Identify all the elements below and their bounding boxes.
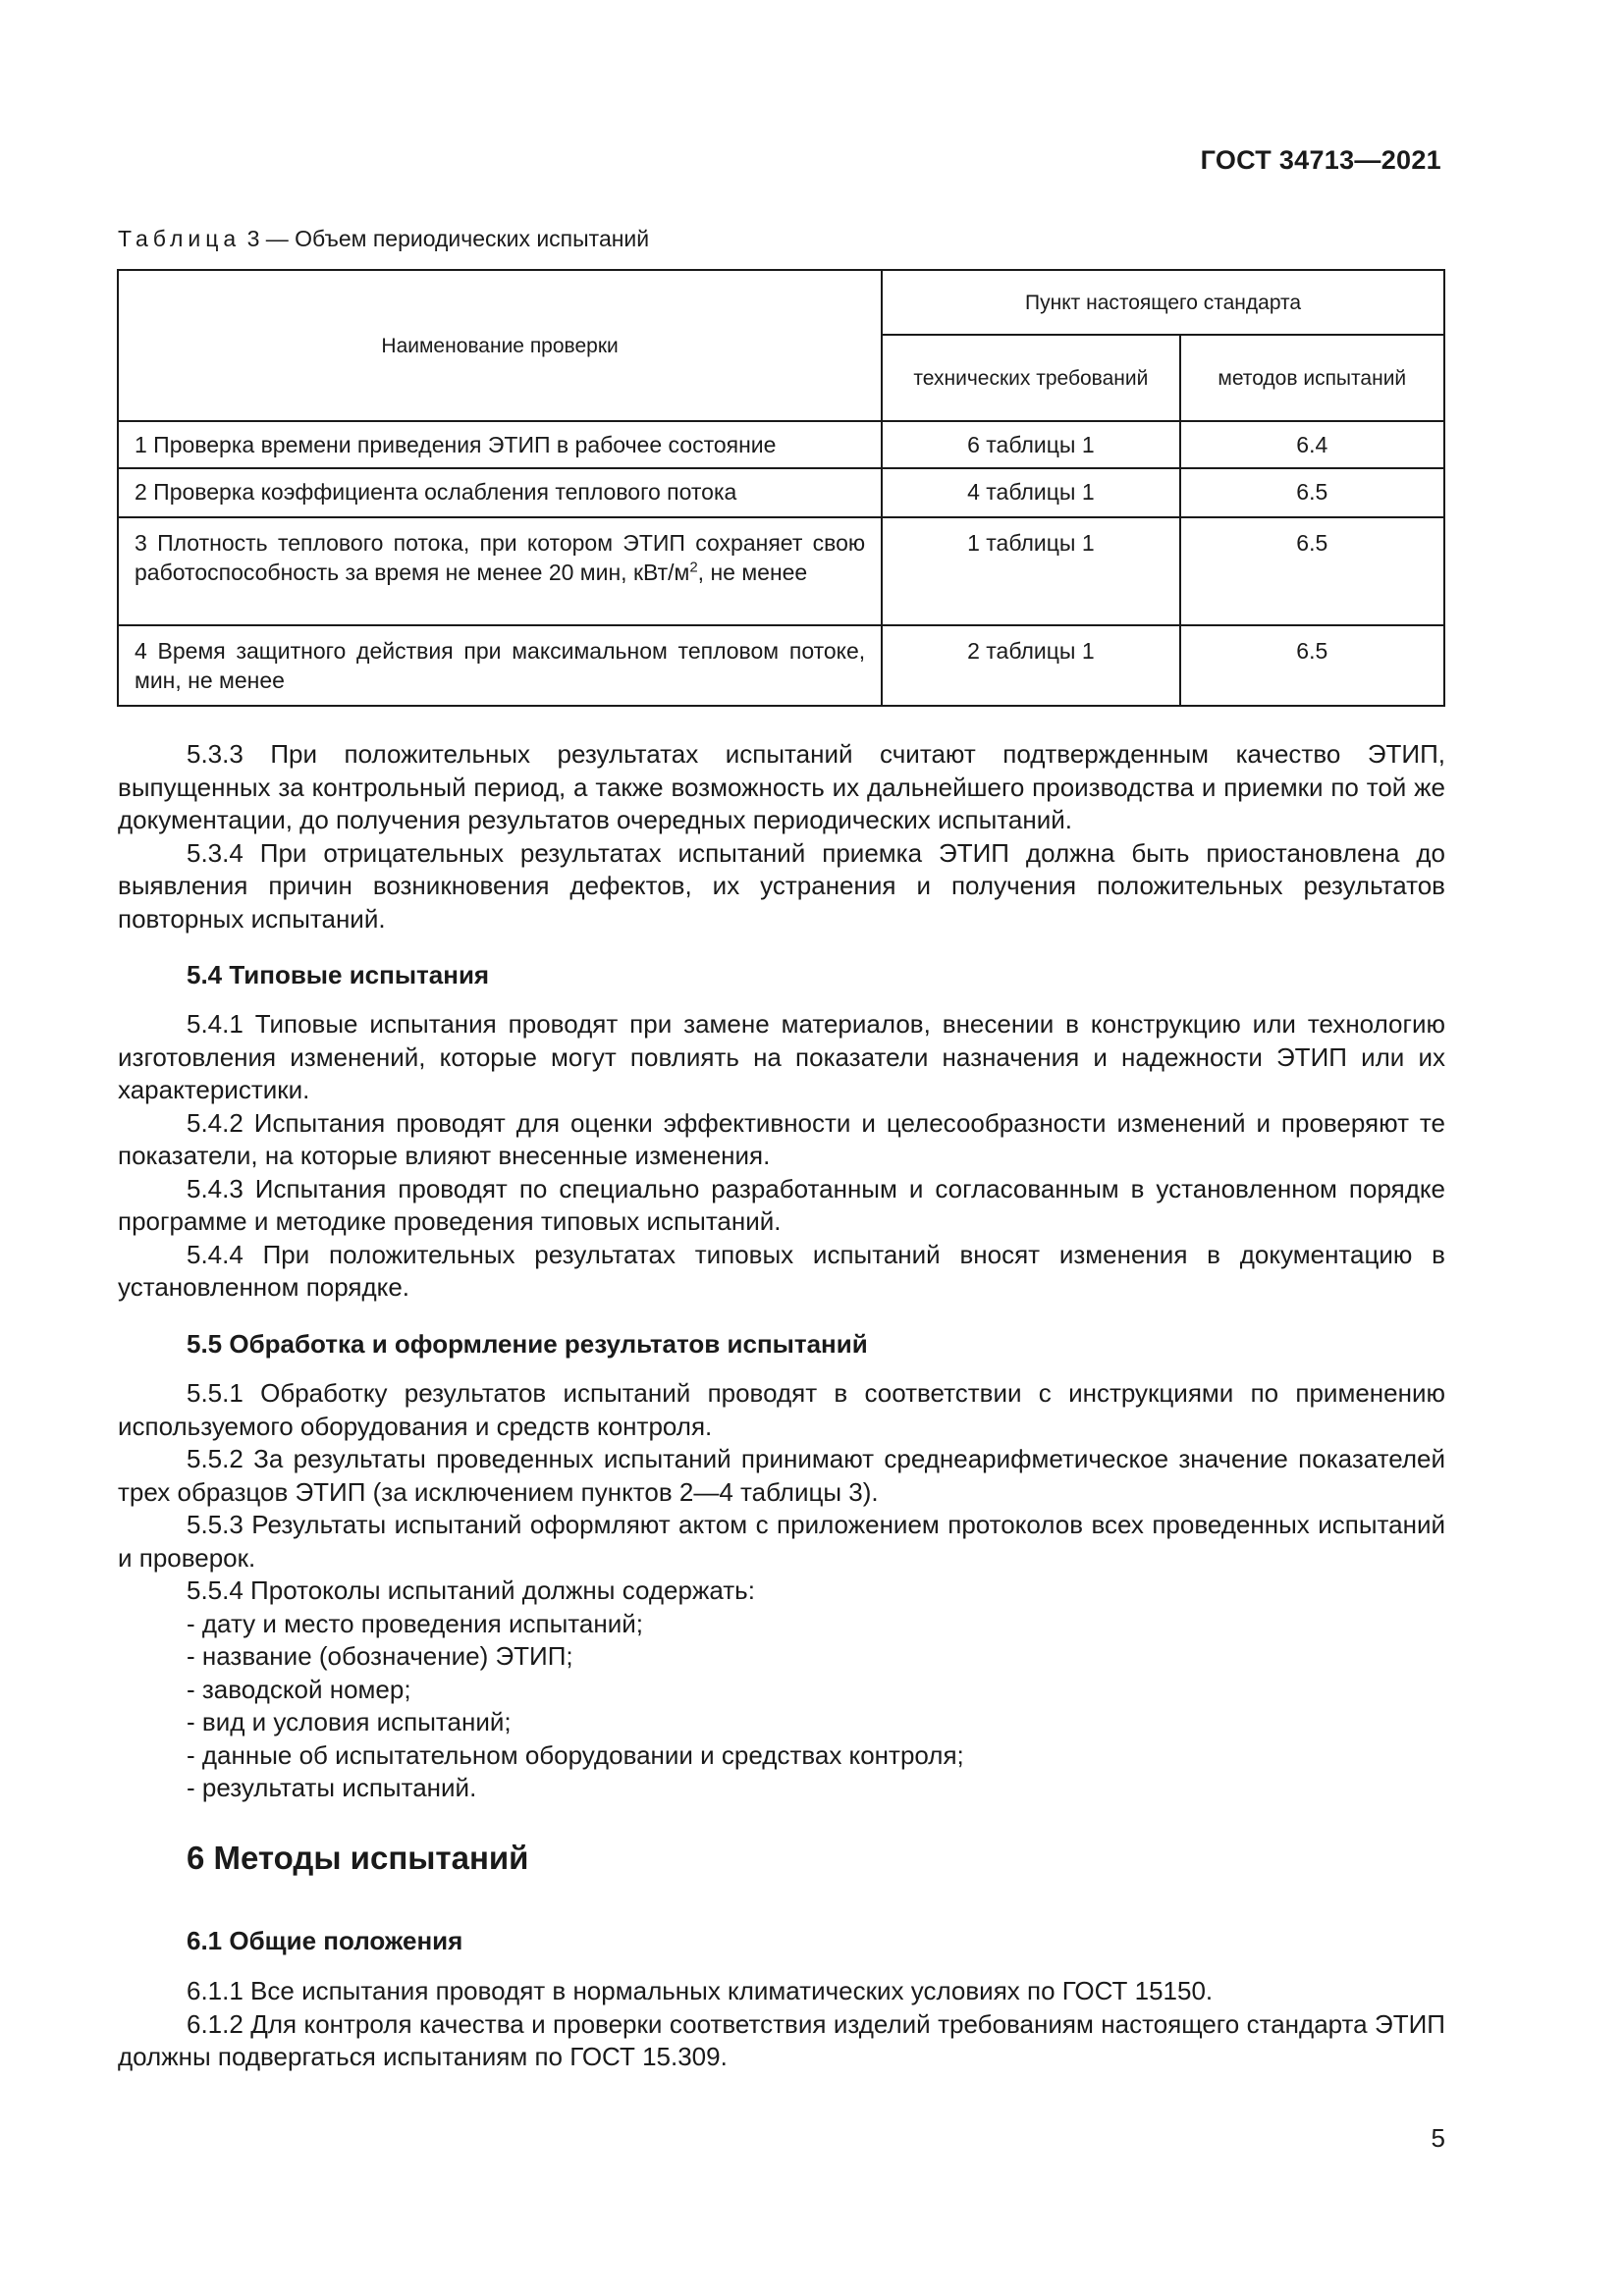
paragraph-5-5-3: 5.5.3 Результаты испытаний оформляют актом с приложением протоколов всех проведенных испытаний и проверок. xyxy=(118,1510,1445,1573)
paragraph-5-3-4: 5.3.4 При отрицательных результатах испытаний приемка ЭТИП должна быть приостановлена до выявления причин возникновения дефектов, их устранения и получения положительных результатов повторных испытаний. xyxy=(118,837,1445,934)
paragraph-5-4-4: 5.4.4 При положительных результатах типовых испытаний вносят изменения в документацию в установленном порядке. xyxy=(118,1239,1445,1302)
row-method-ref: 6.4 xyxy=(1296,432,1328,457)
row-technical-ref: 6 таблицы 1 xyxy=(967,432,1095,457)
heading-6-1: 6.1 Общие положения xyxy=(187,1926,463,1955)
table-row xyxy=(118,468,1444,517)
heading-5-4: 5.4 Типовые испытания xyxy=(187,960,490,989)
body-text-block-7 xyxy=(118,1925,1445,1958)
body-text-block-5 xyxy=(118,1377,1445,1805)
row-technical-ref: 1 таблицы 1 xyxy=(967,530,1095,556)
protocol-contents-list xyxy=(118,1608,1445,1805)
row-check-name: 4 Время защитного действия при максимальном тепловом потоке, мин, не менее xyxy=(135,638,866,693)
body-text-block-8 xyxy=(118,1975,1445,2074)
list-item: - название (обозначение) ЭТИП; xyxy=(187,1641,573,1671)
table-row xyxy=(118,421,1444,468)
paragraph-5-5-1: 5.5.1 Обработку результатов испытаний проводят в соответствии с инструкциями по применению используемого оборудования и средств контроля. xyxy=(118,1378,1445,1441)
row-check-name-suffix: , не менее xyxy=(697,560,808,585)
list-item: - данные об испытательном оборудовании и средствах контроля; xyxy=(187,1739,964,1770)
row-technical-ref: 4 таблицы 1 xyxy=(967,479,1095,505)
row-check-name: 2 Проверка коэффициента ослабления теплового потока xyxy=(135,479,737,505)
paragraph-6-1-2: 6.1.2 Для контроля качества и проверки соответствия изделий требованиям настоящего стандарта ЭТИП должны подвергаться испытаниям по ГОСТ 15.309. xyxy=(118,2008,1445,2071)
row-method-ref: 6.5 xyxy=(1296,530,1328,556)
body-text-block-4 xyxy=(118,1328,1445,1362)
table-caption xyxy=(118,226,649,252)
row-method-ref: 6.5 xyxy=(1296,479,1328,505)
paragraph-5-4-3: 5.4.3 Испытания проводят по специально разработанным и согласованным в установленном порядке программе и методике проведения типовых испытаний. xyxy=(118,1173,1445,1236)
row-check-name: 1 Проверка времени приведения ЭТИП в рабочее состояние xyxy=(135,432,777,457)
body-text-block-2 xyxy=(118,959,1445,992)
paragraph-5-5-4: 5.5.4 Протоколы испытаний должны содержать: xyxy=(187,1575,755,1605)
row-method-ref: 6.5 xyxy=(1296,638,1328,664)
paragraph-5-4-1: 5.4.1 Типовые испытания проводят при замене материалов, внесении в конструкцию или технологию изготовления изменений, которые могут повлиять на показатели назначения и надежности ЭТИП или их характеристики. xyxy=(118,1009,1445,1104)
row-technical-ref: 2 таблицы 1 xyxy=(967,638,1095,664)
paragraph-5-4-2: 5.4.2 Испытания проводят для оценки эффективности и целесообразности изменений и проверяют те показатели, на которые влияют внесенные изменения. xyxy=(118,1107,1445,1170)
header-standard-clause: Пункт настоящего стандарта xyxy=(882,270,1444,335)
body-text-block-6 xyxy=(118,1842,1445,1875)
header-technical-requirements: технических требований xyxy=(882,335,1179,421)
list-item: - заводской номер; xyxy=(187,1674,411,1704)
document-code-header: ГОСТ 34713—2021 xyxy=(1200,145,1441,175)
paragraph-5-5-2: 5.5.2 За результаты проведенных испытаний принимают среднеарифметическое значение показателей трех образцов ЭТИП (за исключением пунктов 2—4 таблицы 3). xyxy=(118,1444,1445,1507)
row-check-name-text: 3 Плотность теплового потока, при котором ЭТИП сохраняет свою работоспособность за время не менее 20 мин, кВт/м xyxy=(135,530,866,585)
body-text-block-3 xyxy=(118,1008,1445,1305)
unit-exponent: 2 xyxy=(689,559,698,576)
list-item: - вид и условия испытаний; xyxy=(187,1707,512,1736)
row-check-name xyxy=(119,518,881,597)
header-test-methods: методов испытаний xyxy=(1180,335,1444,421)
header-check-name: Наименование проверки xyxy=(118,270,882,421)
heading-5-5: 5.5 Обработка и оформление результатов испытаний xyxy=(187,1329,868,1359)
paragraph-5-3-3: 5.3.3 При положительных результатах испытаний считают подтвержденным качество ЭТИП, выпущенных за контрольный период, а также возможность их дальнейшего производства и приемки по той же документации, до получения результатов очередных периодических испытаний. xyxy=(118,739,1445,834)
heading-6: 6 Методы испытаний xyxy=(187,1840,529,1876)
body-text-block-1 xyxy=(118,738,1445,935)
table-caption-title: 3 — Объем периодических испытаний xyxy=(241,226,650,251)
table-caption-word: Таблица xyxy=(118,226,242,251)
table-row xyxy=(118,625,1444,706)
list-item: - результаты испытаний. xyxy=(187,1773,477,1802)
periodic-tests-table xyxy=(117,269,1445,707)
page-number: 5 xyxy=(1431,2123,1445,2153)
table-row xyxy=(118,517,1444,625)
list-item: - дату и место проведения испытаний; xyxy=(187,1608,643,1638)
paragraph-6-1-1: 6.1.1 Все испытания проводят в нормальных климатических условиях по ГОСТ 15150. xyxy=(187,1976,1214,2005)
